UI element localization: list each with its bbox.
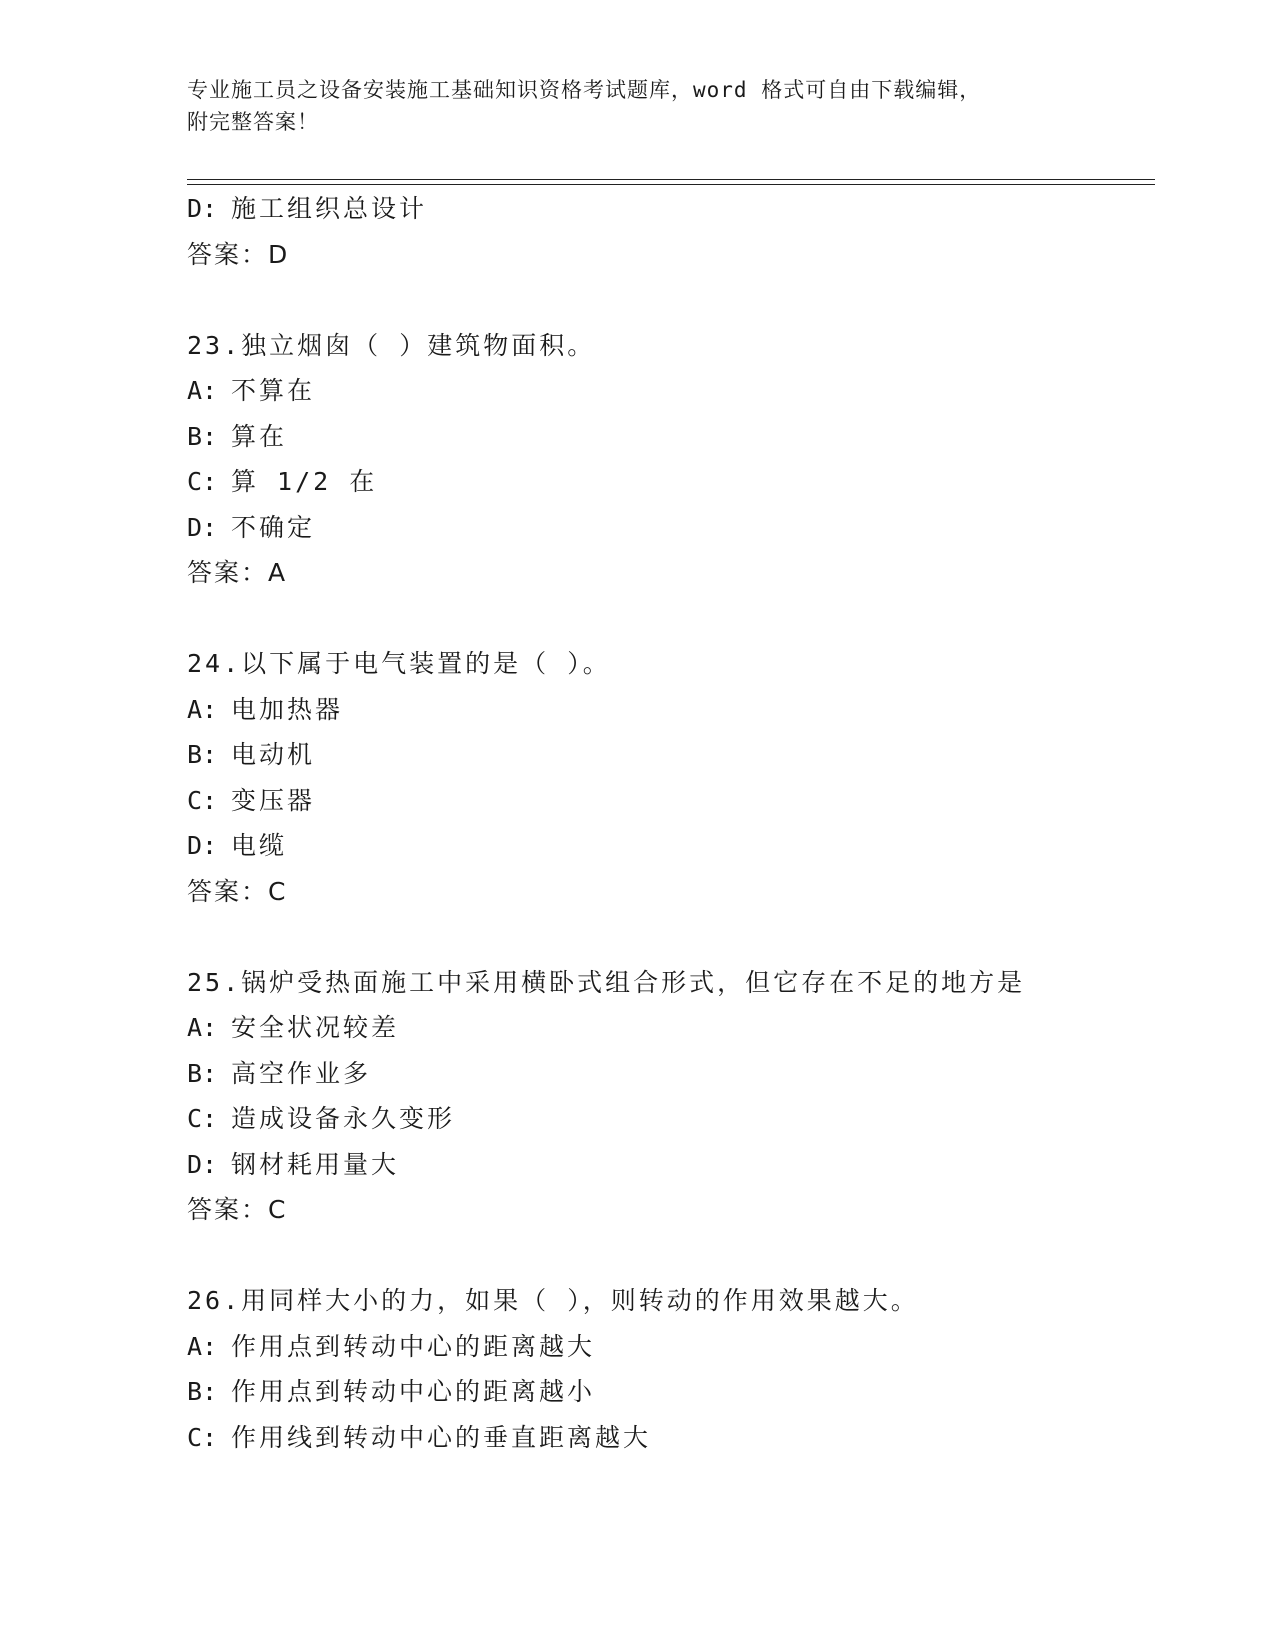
- option-a: [187, 1324, 1147, 1370]
- header-divider-bottom: [187, 184, 1155, 185]
- header-line-1: 专业施工员之设备安装施工基础知识资格考试题库，word 格式可自由下载编辑，: [187, 78, 982, 102]
- answer-line: 答案：C: [187, 876, 288, 906]
- option-b: [187, 1369, 1147, 1415]
- header-line-2: 附完整答案！: [187, 110, 319, 134]
- option-text: 安全状况较差: [231, 1013, 400, 1042]
- option-prefix: C:: [187, 1104, 218, 1133]
- option-b: [187, 732, 1147, 778]
- question-stem: 23.独立烟囱（ ）建筑物面积。: [187, 330, 596, 360]
- option-text: 钢材耗用量大: [231, 1149, 400, 1179]
- option-text: 不算在: [231, 376, 316, 405]
- answer-line: 答案：D: [187, 239, 290, 269]
- answer-line: 答案：A: [187, 558, 288, 587]
- option-text: 作用点到转动中心的距离越小: [231, 1377, 596, 1406]
- option-a: [187, 368, 1147, 414]
- option-prefix: C:: [187, 1422, 218, 1452]
- option-prefix: A:: [187, 1331, 218, 1361]
- option-text: 高空作业多: [231, 1058, 372, 1088]
- question-stem: 25.锅炉受热面施工中采用横卧式组合形式，但它存在不足的地方是: [187, 967, 1026, 997]
- option-d: [187, 186, 1147, 232]
- option-text: 算在: [231, 421, 288, 451]
- option-prefix: D:: [187, 194, 218, 223]
- option-text: 电加热器: [231, 694, 344, 724]
- question-stem: 24.以下属于电气装置的是（ ）。: [187, 649, 611, 678]
- question-block: [187, 1278, 1147, 1460]
- question-list: [187, 186, 1147, 1460]
- option-a: [187, 1005, 1147, 1051]
- option-prefix: D:: [187, 1149, 218, 1179]
- option-prefix: B:: [187, 1377, 218, 1406]
- option-d: [187, 823, 1147, 869]
- option-c: [187, 1415, 1147, 1461]
- option-c: [187, 459, 1147, 505]
- question-block: [187, 323, 1147, 596]
- option-text: 算 1/2 在: [231, 467, 378, 496]
- option-text: 电缆: [231, 831, 288, 860]
- answer-line: 答案：C: [187, 1195, 288, 1224]
- option-text: 电动机: [231, 740, 316, 769]
- option-prefix: A:: [187, 1013, 218, 1042]
- option-c: [187, 778, 1147, 824]
- option-prefix: B:: [187, 1058, 218, 1088]
- option-text: 变压器: [231, 785, 316, 815]
- question-stem: 26.用同样大小的力，如果（ ），则转动的作用效果越大。: [187, 1286, 919, 1315]
- document-header: [187, 74, 1087, 138]
- option-text: 造成设备永久变形: [231, 1104, 456, 1133]
- option-prefix: D:: [187, 512, 218, 542]
- option-prefix: B:: [187, 740, 218, 769]
- option-c: [187, 1096, 1147, 1142]
- option-prefix: C:: [187, 467, 218, 496]
- option-b: [187, 414, 1147, 460]
- option-text: 施工组织总设计: [231, 194, 428, 223]
- option-prefix: A:: [187, 694, 218, 724]
- option-prefix: B:: [187, 421, 218, 451]
- option-prefix: A:: [187, 376, 218, 405]
- option-text: 作用点到转动中心的距离越大: [231, 1331, 596, 1361]
- option-d: [187, 1142, 1147, 1188]
- option-text: 作用线到转动中心的垂直距离越大: [231, 1422, 652, 1452]
- option-a: [187, 687, 1147, 733]
- question-block: [187, 641, 1147, 914]
- question-block: [187, 960, 1147, 1233]
- option-prefix: C:: [187, 785, 218, 815]
- option-d: [187, 505, 1147, 551]
- header-divider-top: [187, 179, 1155, 180]
- option-prefix: D:: [187, 831, 218, 860]
- option-text: 不确定: [231, 512, 316, 542]
- option-b: [187, 1051, 1147, 1097]
